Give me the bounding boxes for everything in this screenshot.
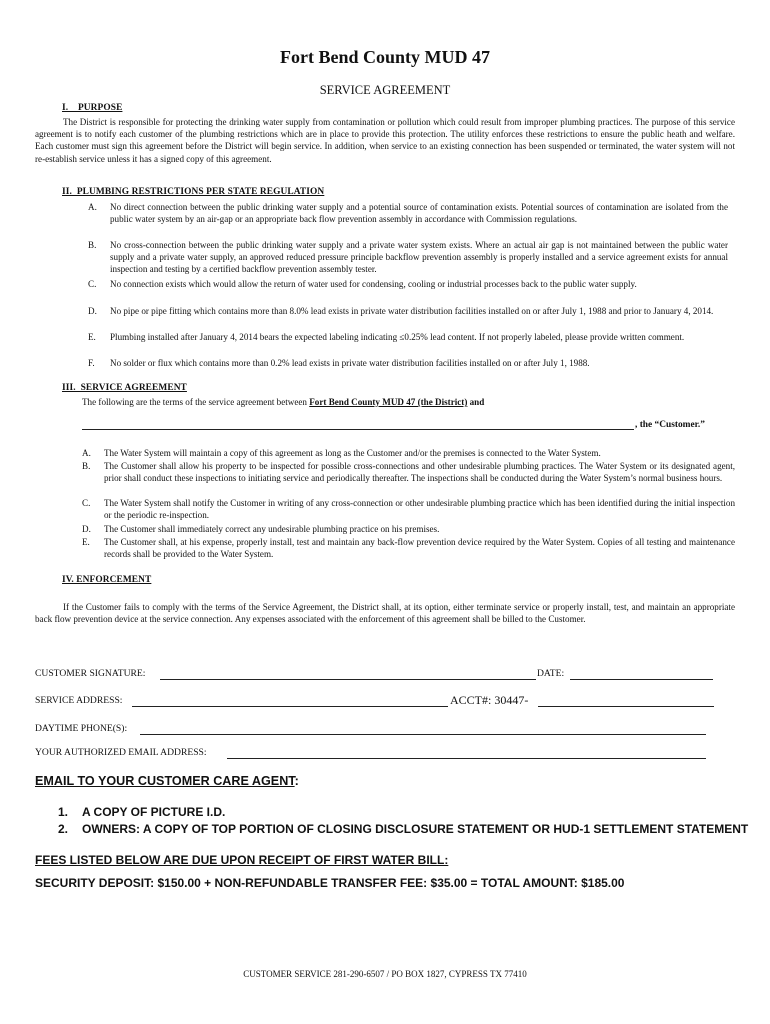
enforcement-text: If the Customer fails to comply with the terms of the Service Agreement, the District shall, at its option, either terminate service or properly install, test, and maintain an appropriate back flow prevention device at the service connection. Any expenses associated with the enforcement of this agreement shall be billed to the Customer. (35, 602, 735, 625)
intro-text: The following are the terms of the service agreement between (82, 397, 310, 407)
date-label: DATE: (537, 668, 565, 679)
agreement-item-text: The Water System shall notify the Customer in writing of any cross-connection or other undesirable plumbing practice which has been identified during the initial inspection or the periodic re-inspection. (104, 498, 735, 521)
service-agreement-intro (82, 396, 484, 408)
fees-line: SECURITY DEPOSIT: $150.00 + NON-REFUNDABLE TRANSFER FEE: $35.00 = TOTAL AMOUNT: $185.00 (35, 876, 625, 890)
restriction-item-letter: E. (88, 332, 96, 342)
restriction-item-letter: C. (88, 279, 97, 289)
email-item-2-text: OWNERS: A COPY OF TOP PORTION OF CLOSING DISCLOSURE STATEMENT OR HUD-1 SETTLEMENT STATEMENT (82, 822, 749, 836)
signature-label: CUSTOMER SIGNATURE: (35, 668, 146, 679)
purpose-heading: I. PURPOSE (62, 103, 123, 113)
enforcement-heading: IV. ENFORCEMENT (62, 575, 152, 585)
footer-contact: CUSTOMER SERVICE 281-290-6507 / PO BOX 1827, CYPRESS TX 77410 (243, 969, 527, 979)
agreement-item-text: The Customer shall allow his property to be inspected for possible cross-connections and other undesirable plumbing practices. The Water System or its designated agent, prior shall conduct these inspections to initiating service and periodically thereafter. The inspections shall be conducted during the Water System’s normal business hours. (104, 461, 735, 484)
restriction-item-text: No solder or flux which contains more than 0.2% lead exists in private water distribution facilities installed on or after July 1, 1988. (110, 358, 590, 368)
restriction-item-text: No cross-connection between the public drinking water supply and a private water system exists. Where an actual air gap is not maintained between the public water supply and a private water supply, an approved reduced pressure principle backflow prevention assembly is properly installed and a service agreement exists for annual inspection and testing by a certified backflow prevention assembly tester. (110, 240, 728, 275)
acct-label: ACCT#: 30447- (450, 693, 529, 707)
email-field[interactable] (227, 758, 706, 759)
intro-end: and (467, 397, 485, 407)
restriction-item-letter: F. (88, 358, 95, 368)
phone-label: DAYTIME PHONE(S): (35, 723, 128, 734)
district-name: Fort Bend County MUD 47 (the District) (309, 397, 468, 407)
phone-field[interactable] (140, 734, 706, 735)
restriction-item-text: No connection exists which would allow the return of water used for condensing, cooling or industrial processes back to the public water supply. (110, 279, 637, 289)
customer-label: , the “Customer.” (635, 420, 705, 430)
restriction-item-text: No direct connection between the public drinking water supply and a potential source of contamination exists. Potential sources of contamination are isolated from the public water system by an air-gap or an appropriate back flow prevention assembly in accordance with Commission regulations. (110, 202, 728, 225)
restriction-item-letter: D. (88, 306, 97, 316)
signature-field[interactable] (160, 679, 536, 680)
agreement-item-letter: E. (82, 537, 90, 547)
email-agent-heading-text: EMAIL TO YOUR CUSTOMER CARE AGENT (35, 774, 295, 788)
document-subtitle: SERVICE AGREEMENT (319, 83, 451, 97)
service-address-label: SERVICE ADDRESS: (35, 695, 123, 706)
date-field[interactable] (570, 679, 713, 680)
agreement-item-letter: A. (82, 448, 91, 458)
purpose-text: The District is responsible for protecting the drinking water supply from contamination or pollution which could result from improper plumbing practices. The purpose of this service agreement is to notify each customer of the plumbing restrictions which are in place to provide this protection. The utility enforces these restrictions to ensure the public heath and welfare. Each customer must sign this agreement before the District will begin service. In addition, when service to an existing connection has been suspended or terminated, the water system will not re-establish service unless it has a signed copy of this agreement. (35, 117, 735, 164)
restrictions-heading: II. PLUMBING RESTRICTIONS PER STATE REGULATION (62, 187, 325, 197)
restriction-item-letter: A. (88, 202, 97, 212)
acct-field[interactable] (538, 706, 714, 707)
restriction-item-letter: B. (88, 240, 97, 250)
email-item-1-text: A COPY OF PICTURE I.D. (82, 805, 226, 819)
agreement-item-text: The Customer shall, at his expense, properly install, test and maintain any back-flow prevention device required by the Water System. Copies of all testing and maintenance records shall be provided to the Water System. (104, 537, 735, 560)
customer-name-line[interactable] (82, 429, 634, 430)
email-item-2-num: 2. (58, 822, 69, 836)
agreement-item-text: The Water System will maintain a copy of this agreement as long as the Customer and/or the premises is connected to the Water System. (104, 448, 601, 458)
document-title: Fort Bend County MUD 47 (280, 47, 490, 67)
service-address-field[interactable] (132, 706, 448, 707)
email-agent-heading (35, 774, 299, 788)
email-item-1-num: 1. (58, 805, 69, 819)
service-agreement-heading: III. SERVICE AGREEMENT (62, 383, 187, 393)
email-label: YOUR AUTHORIZED EMAIL ADDRESS: (35, 747, 207, 758)
email-agent-colon: : (294, 774, 299, 788)
restriction-item-text: Plumbing installed after January 4, 2014 bears the expected labeling indicating ≤0.25% lead content. If not properly labeled, please provide written comment. (110, 332, 685, 342)
agreement-item-letter: D. (82, 524, 91, 534)
fees-heading: FEES LISTED BELOW ARE DUE UPON RECEIPT OF FIRST WATER BILL: (35, 853, 449, 867)
agreement-item-text: The Customer shall immediately correct any undesirable plumbing practice on his premises. (104, 524, 440, 534)
agreement-item-letter: C. (82, 498, 91, 508)
restriction-item-text: No pipe or pipe fitting which contains more than 8.0% lead exists in private water distribution facilities installed on or after July 1, 1988 and prior to January 4, 2014. (110, 306, 714, 316)
agreement-item-letter: B. (82, 461, 91, 471)
